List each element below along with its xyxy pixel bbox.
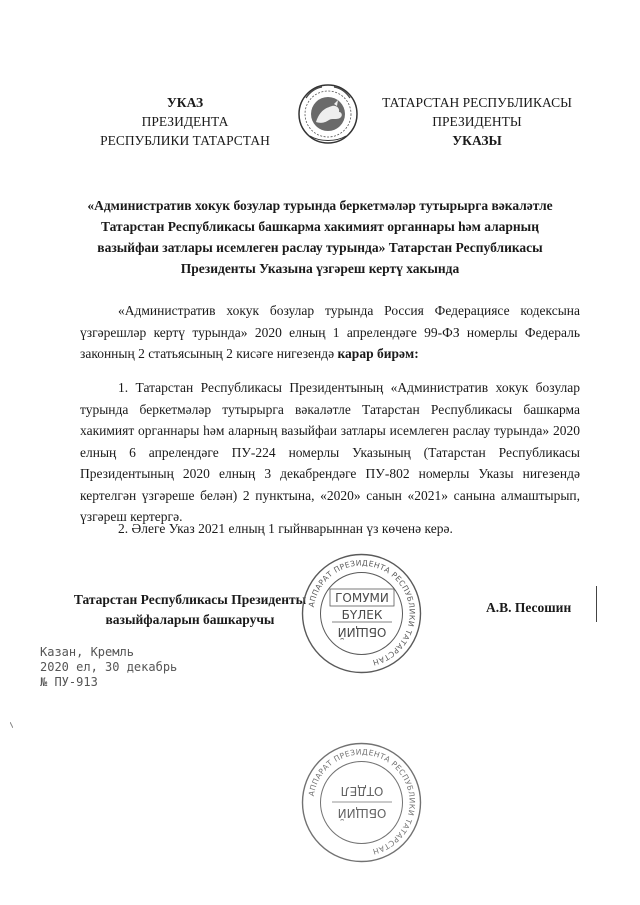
- paragraph-item-1: 1. Татарстан Республикасы Президентының «Административ хокук бозулар турында беркетмәләр тутырырга вәкаләтле Татарстан Республикасы башкарма хакимият органнары һәм аларның вазыйфаи затлары исемлеген раслау турында» 2020 елның 6 апрелендәге ПУ-224 номерлы Указының (Татарстан Республикасы Президентының 2020 елның 3 декабрендәге ПУ-802 номерлы Указы нигезендә кертелгән үзгәреше белән) 2 пунктына, «2020» санын «2021» санына алмаштырып, үзгәреш кертергә.: [80, 380, 580, 524]
- scan-speck: [10, 722, 13, 728]
- signature-role: [40, 590, 340, 630]
- header-right-line1: ТАТАРСТАН РЕСПУБЛИКАСЫ: [382, 95, 572, 110]
- header-right-line2: ПРЕЗИДЕНТЫ: [432, 114, 522, 129]
- paragraph-preamble: [80, 300, 580, 365]
- signature-role-line1: Татарстан Республикасы Президенты: [73, 592, 307, 607]
- meta-number: № ПУ-913: [40, 675, 98, 689]
- meta-date: 2020 ел, 30 декабрь: [40, 660, 178, 674]
- meta-place: Казан, Кремль: [40, 645, 134, 659]
- header-right: [362, 93, 592, 150]
- stamp-top-line3: ОБЩИЙ: [337, 625, 387, 639]
- margin-mark: [596, 586, 597, 622]
- stamp-general-department: [299, 551, 424, 676]
- signature-role-line2: вазыйфаларын башкаручы: [105, 612, 275, 627]
- stamp-bottom-line1: ОТДЕЛ: [340, 784, 384, 798]
- stamp-bottom-ring-text: АППАРАТ ПРЕЗИДЕНТА РЕСПУБЛИКИ ТАТАРСТАН: [306, 747, 417, 857]
- paragraph-item-2: 2. Әлеге Указ 2021 елның 1 гыйнварыннан үз көченә керә.: [118, 521, 453, 536]
- decree-title: «Административ хокук бозулар турында беркетмәләр тутырырга вәкаләтле Татарстан Республикасы башкарма хакимият органнары һәм аларның вазыйфаи затлары исемлеген раслау турында» Татарстан Республикасы Президенты Указына үзгәреш кертү хакында: [87, 198, 553, 276]
- stamp-bottom-line2: ОБЩИЙ: [337, 806, 387, 820]
- emblem-icon: [296, 78, 360, 150]
- preamble-text: «Административ хокук бозулар турында Россия Федерациясе кодексына үзгәрешләр кертү турында» 2020 елның 1 апрелендәге 99-ФЗ номерлы Федераль законның 2 статьясының 2 кисәге нигезендә: [80, 303, 580, 361]
- header-left: [80, 93, 290, 150]
- stamp-top-line2: БҮЛЕК: [341, 608, 383, 622]
- header-left-line1: УКАЗ: [166, 95, 204, 110]
- header-left-line2: ПРЕЗИДЕНТА: [141, 114, 229, 129]
- header-right-line3: УКАЗЫ: [452, 133, 502, 148]
- stamp-top-line1: ГОМУМИ: [335, 591, 389, 605]
- stamp-general-department-mirrored: [299, 740, 424, 865]
- header-left-line3: РЕСПУБЛИКИ ТАТАРСТАН: [100, 133, 270, 148]
- signatory-name: А.В. Песошин: [486, 600, 572, 615]
- preamble-colon: :: [414, 346, 419, 361]
- preamble-bold: карар бирәм: [337, 346, 415, 361]
- stamp-top-ring-text: АППАРАТ ПРЕЗИДЕНТА РЕСПУБЛИКИ ТАТАРСТАН: [306, 558, 417, 668]
- decree-meta: [40, 645, 177, 690]
